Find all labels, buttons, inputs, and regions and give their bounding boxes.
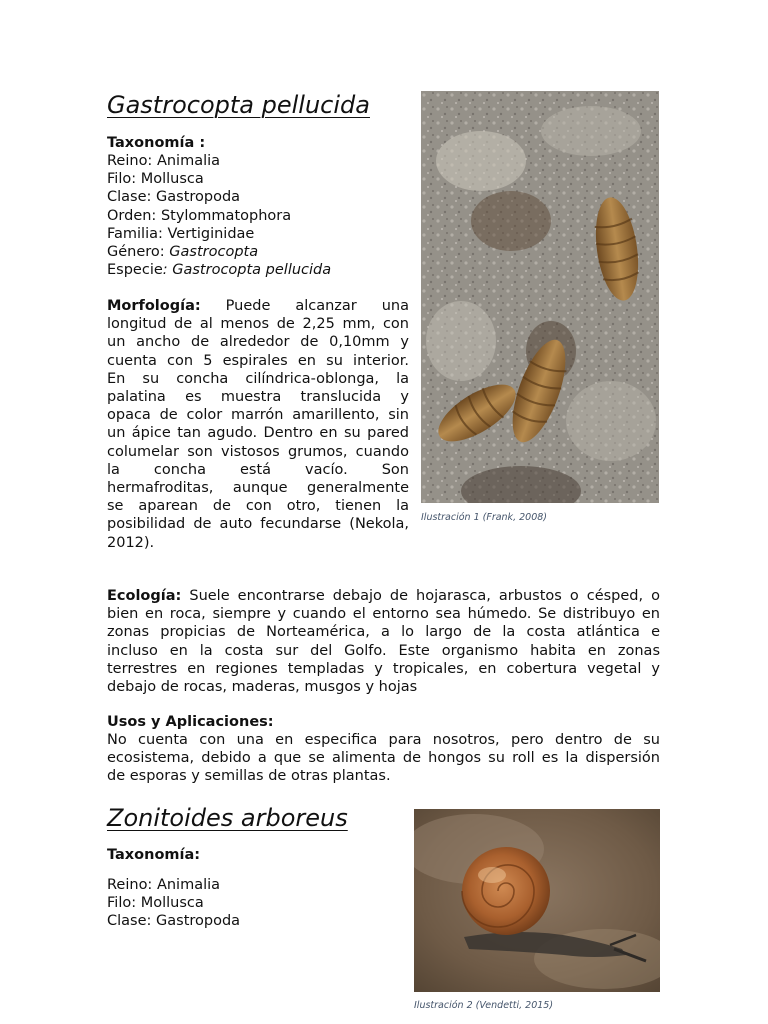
snail-photo-1	[421, 91, 659, 503]
taxonomy-row-filo: Filo: Mollusca	[107, 895, 204, 912]
ecologia-line: incluso en la costa sur del Golfo. Este organismo habita en zonas	[107, 642, 660, 659]
morfologia-line: opaca de color marrón amarillento, sin	[107, 407, 409, 424]
taxonomy-row-orden: Orden: Stylommatophora	[107, 207, 292, 224]
morfologia-line: columelar son vistosos grumos, cuando	[107, 443, 409, 460]
taxonomy-list-2	[107, 876, 240, 931]
snail-photo-2	[414, 809, 660, 992]
usos-heading: Usos y Aplicaciones:	[107, 714, 274, 730]
ecologia-line: zonas propicias de Norteamérica, a lo largo de la costa atlántica e	[107, 624, 660, 641]
ecologia-line: Ecología: Suele encontrarse debajo de hojarasca, arbustos o césped, o	[107, 588, 660, 604]
morfologia-line: palatina es muestra translucida y	[107, 389, 409, 406]
usos-line: ecosistema, debido a que se alimenta de hongos su roll es la dispersión	[107, 750, 660, 767]
taxonomy-row-filo: Filo: Mollusca	[107, 171, 204, 188]
taxonomy-row-reino: Reino: Animalia	[107, 877, 221, 893]
taxonomy-row-clase: Clase: Gastropoda	[107, 189, 241, 206]
usos-line: de esporas y semillas de otras plantas.	[107, 768, 391, 785]
ecologia-paragraph	[107, 587, 660, 696]
morfologia-line: Morfología: Puede alcanzar una	[107, 298, 409, 314]
morfologia-paragraph	[107, 297, 409, 552]
morfologia-line: hermafroditas, aunque generalmente	[107, 480, 409, 497]
morfologia-line: posibilidad de auto fecundarse (Nekola,	[107, 516, 409, 533]
ecologia-line: terrestres en regiones templadas y tropicales, en cobertura vegetal y	[107, 660, 660, 677]
figure-caption-1: Ilustración 1 (Frank, 2008)	[421, 512, 547, 523]
usos-line: No cuenta con una en especifica para nosotros, pero dentro de su	[107, 732, 660, 748]
ecologia-heading: Ecología:	[107, 588, 182, 604]
taxonomy-heading-1: Taxonomía :	[107, 135, 206, 151]
morfologia-line: un ancho de alrededor de 0,10mm y	[107, 334, 409, 351]
morfologia-line: un ápice tan agudo. Dentro en su pared	[107, 425, 409, 442]
taxonomy-list-1	[107, 152, 331, 279]
figure-caption-2: Ilustración 2 (Vendetti, 2015)	[414, 1000, 554, 1011]
morfologia-line: longitud de al menos de 2,25 mm, con	[107, 316, 409, 333]
species-title-1: Gastrocopta pellucida	[107, 91, 370, 119]
morfologia-heading: Morfología:	[107, 298, 201, 314]
ecologia-line: bien en roca, siempre y cuando el entorno sea húmedo. Se distribuyo en	[107, 606, 660, 623]
taxonomy-row-especie: Especie: Gastrocopta pellucida	[107, 262, 332, 279]
taxonomy-row-genero: Género: Gastrocopta	[107, 244, 259, 261]
morfologia-line: En su concha cilíndrica-oblonga, la	[107, 370, 409, 387]
taxonomy-heading-2: Taxonomía:	[107, 847, 201, 863]
morfologia-line: la concha está vacío. Son	[107, 461, 409, 478]
taxonomy-row-clase: Clase: Gastropoda	[107, 913, 241, 930]
taxonomy-row-reino: Reino: Animalia	[107, 153, 221, 169]
taxonomy-row-familia: Familia: Vertiginidae	[107, 225, 255, 242]
morfologia-line: 2012).	[107, 534, 155, 551]
usos-paragraph	[107, 731, 660, 786]
species-title-2: Zonitoides arboreus	[107, 804, 348, 832]
morfologia-line: cuenta con 5 espirales en su interior.	[107, 352, 409, 369]
morfologia-line: se aparean de con otro, tienen la	[107, 498, 409, 515]
ecologia-line: debajo de rocas, maderas, musgos y hojas	[107, 679, 418, 696]
